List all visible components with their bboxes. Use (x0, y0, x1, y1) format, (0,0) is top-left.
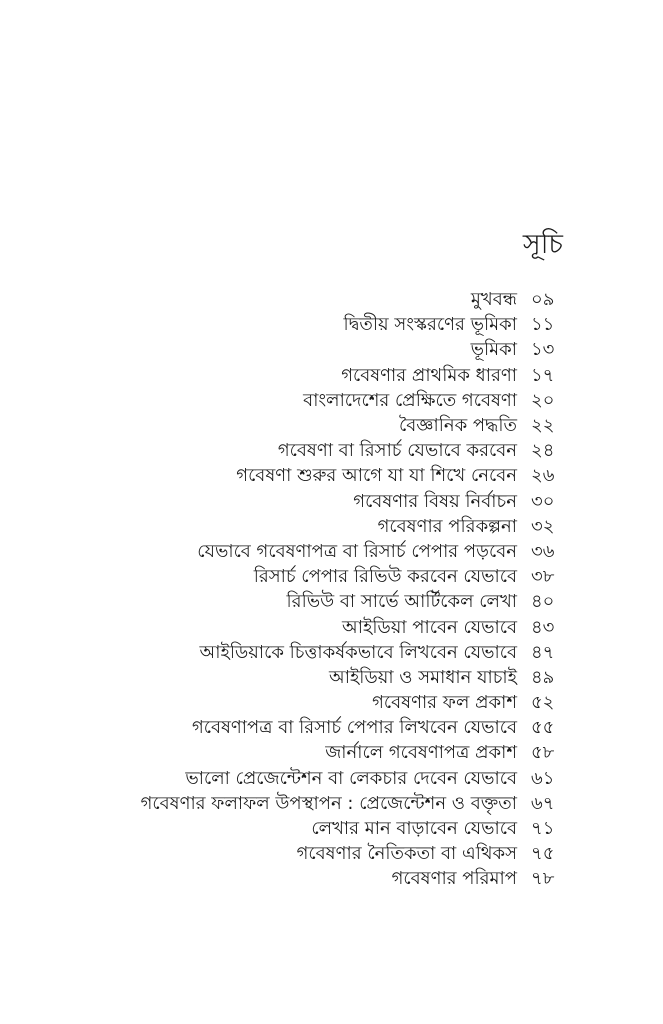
toc-entry-title: গবেষণার পরিকল্পনা (377, 515, 517, 537)
toc-entry (47, 514, 567, 539)
toc-entry-page: ৪৯ (531, 666, 555, 688)
toc-entry (47, 438, 567, 463)
toc-entry (47, 640, 567, 665)
toc-entry-title: গবেষণা বা রিসার্চ যেভাবে করবেন (277, 440, 517, 462)
toc-entry-title: গবেষণাপত্র বা রিসার্চ পেপার লিখবেন যেভাবে (191, 717, 517, 739)
toc-entry-title: গবেষণা শুরুর আগে যা যা শিখে নেবেন (236, 465, 517, 487)
toc-entry-title: বাংলাদেশের প্রেক্ষিতে গবেষণা (303, 389, 517, 411)
toc-entry (47, 312, 567, 337)
table-of-contents (47, 287, 567, 892)
toc-entry-page: ৪৭ (531, 641, 555, 663)
toc-entry-page: ৩৮ (531, 566, 555, 588)
toc-entry-title: যেভাবে গবেষণাপত্র বা রিসার্চ পেপার পড়বেন (197, 540, 517, 562)
toc-entry-page: ৩২ (531, 515, 555, 537)
toc-entry-title: ভালো প্রেজেন্টেশন বা লেকচার দেবেন যেভাবে (185, 767, 517, 789)
toc-entry-page: ৪৩ (531, 616, 555, 638)
toc-entry (47, 413, 567, 438)
toc-entry (47, 766, 567, 791)
toc-entry-title: মুখবন্ধ (470, 289, 517, 311)
toc-entry (47, 463, 567, 488)
toc-entry-page: ৭৫ (531, 843, 555, 865)
toc-entry-page: ১১ (531, 314, 555, 336)
toc-entry-title: জার্নালে গবেষণাপত্র প্রকাশ (325, 742, 517, 764)
toc-entry-page: ২৪ (531, 440, 555, 462)
toc-entry-page: ৬৭ (531, 792, 555, 814)
page-title: সূচি (522, 229, 563, 260)
toc-entry (47, 841, 567, 866)
toc-entry-title: গবেষণার বিষয় নির্বাচন (353, 490, 517, 512)
toc-entry-title: রিভিউ বা সার্ভে আর্টিকেল লেখা (286, 591, 517, 613)
toc-entry-title: আইডিয়া ও সমাধান যাচাই (328, 666, 517, 688)
toc-entry-title: আইডিয়া পাবেন যেভাবে (341, 616, 517, 638)
toc-entry-title: গবেষণার ফলাফল উপস্থাপন : প্রেজেন্টেশন ও বক্তৃতা (140, 792, 517, 814)
toc-entry-page: ৫২ (531, 692, 555, 714)
toc-entry (47, 489, 567, 514)
toc-entry (47, 539, 567, 564)
toc-entry-page: ১৭ (531, 364, 555, 386)
toc-entry (47, 740, 567, 765)
toc-entry (47, 337, 567, 362)
toc-entry-page: ৫৮ (531, 742, 555, 764)
toc-entry (47, 866, 567, 891)
toc-entry (47, 614, 567, 639)
toc-entry-page: ৩৬ (531, 540, 555, 562)
toc-entry (47, 589, 567, 614)
toc-entry-title: গবেষণার নৈতিকতা বা এথিকস (296, 843, 517, 865)
toc-entry (47, 690, 567, 715)
toc-entry-title: গবেষণার ফল প্রকাশ (372, 692, 517, 714)
toc-entry-title: ভূমিকা (470, 339, 517, 361)
toc-entry (47, 715, 567, 740)
toc-entry-page: ৪০ (531, 591, 555, 613)
toc-entry (47, 665, 567, 690)
toc-entry (47, 791, 567, 816)
toc-entry-page: ৭১ (531, 818, 555, 840)
toc-entry-title: দ্বিতীয় সংস্করণের ভূমিকা (343, 314, 517, 336)
toc-entry-title: রিসার্চ পেপার রিভিউ করবেন যেভাবে (253, 566, 517, 588)
toc-entry-title: লেখার মান বাড়াবেন যেভাবে (311, 818, 517, 840)
toc-entry (47, 287, 567, 312)
toc-entry-page: ২২ (531, 415, 555, 437)
toc-entry-page: ৫৫ (531, 717, 555, 739)
toc-entry-title: গবেষণার প্রাথমিক ধারণা (341, 364, 517, 386)
toc-entry-title: আইডিয়াকে চিত্তাকর্ষকভাবে লিখবেন যেভাবে (199, 641, 517, 663)
toc-entry-page: ০৯ (531, 289, 555, 311)
toc-entry-page: ৩০ (531, 490, 555, 512)
toc-entry (47, 363, 567, 388)
toc-entry-page: ২০ (531, 389, 555, 411)
toc-entry-page: ৭৮ (531, 868, 555, 890)
toc-entry-page: ২৬ (531, 465, 555, 487)
toc-entry-title: বৈজ্ঞানিক পদ্ধতি (398, 415, 517, 437)
toc-entry-title: গবেষণার পরিমাপ (391, 868, 517, 890)
toc-entry-page: ১৩ (531, 339, 555, 361)
toc-entry (47, 816, 567, 841)
toc-entry (47, 564, 567, 589)
toc-entry (47, 388, 567, 413)
toc-entry-page: ৬১ (531, 767, 555, 789)
